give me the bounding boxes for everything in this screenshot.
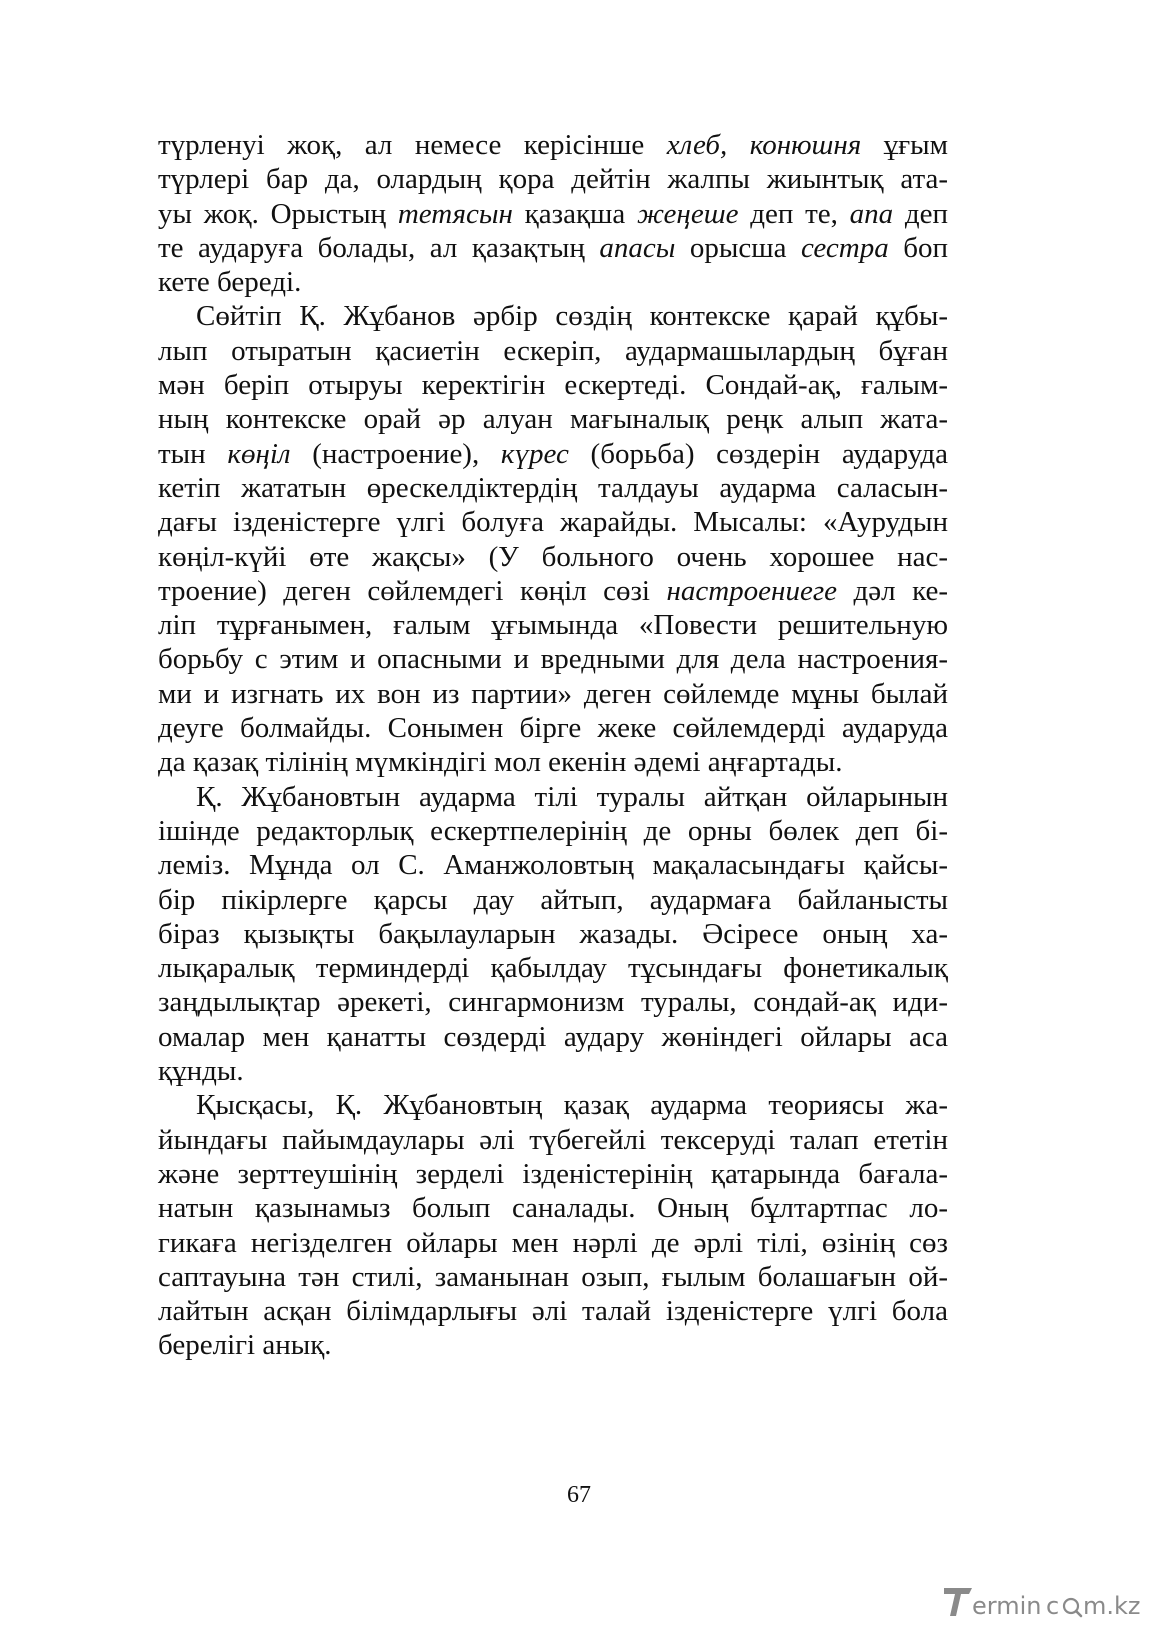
- body-text: [158, 128, 948, 1363]
- text-run: натын қазынамыз болып саналады. Оның бұлтартпас ло-: [158, 1192, 948, 1225]
- text-run: (борьба) сөздерін аударуда: [568, 437, 948, 470]
- text-run: түрленуі жоқ, ал немесе керісінше: [158, 129, 667, 161]
- text-line: [158, 197, 948, 231]
- text-run: біраз қызықты бақылауларын жазады. Әсіресе оның ха-: [158, 917, 948, 950]
- page-number: 67: [567, 1482, 591, 1508]
- text-run: Сөйтіп Қ. Жұбанов әрбір сөздің контекске қарай құбы-: [196, 300, 948, 333]
- text-line: [158, 265, 948, 299]
- text-line: [158, 711, 948, 745]
- text-run: омалар мен қанатты сөздерді аудару жөніндегі ойлары аса: [158, 1020, 948, 1053]
- text-run: және зерттеушінің зерделі ізденістерінің қатарында бағала-: [158, 1157, 948, 1190]
- text-run: лып отыратын қасиетін ескеріп, аудармашылардың бұған: [158, 334, 948, 367]
- magnifier-icon: [1064, 1599, 1081, 1616]
- text-run: ұғым: [861, 129, 948, 161]
- text-run: тын: [158, 437, 228, 470]
- text-line: [158, 780, 948, 814]
- text-run: уы жоқ. Орыстың: [158, 197, 398, 230]
- italic-term: сестра: [800, 231, 889, 264]
- italic-term: тетясын: [397, 197, 513, 230]
- text-run: ның контекске орай әр алуан мағыналық реңк алып жата-: [158, 403, 948, 436]
- text-line: [158, 1191, 948, 1225]
- watermark-t-letter: [944, 1588, 972, 1616]
- text-line: [158, 883, 948, 917]
- text-line: [158, 917, 948, 951]
- text-line: [158, 1226, 948, 1260]
- text-run: борьбу с этим и опасными и вредными для дела настроения-: [158, 643, 948, 676]
- text-line: [158, 231, 948, 265]
- text-line: [158, 1020, 948, 1054]
- italic-term: күрес: [500, 437, 569, 470]
- text-line: [158, 642, 948, 676]
- text-run: те аударуға болады, ал қазақтың: [158, 231, 600, 264]
- text-run: троение) деген сөйлемдегі көңіл сөзі: [158, 574, 667, 607]
- text-line: [158, 1088, 948, 1122]
- text-line: [158, 437, 948, 471]
- text-run: боп: [888, 231, 948, 264]
- text-line: [158, 1294, 948, 1328]
- watermark-text-1: ermin: [972, 1592, 1042, 1620]
- text-run: ішінде редакторлық ескертпелерінің де орны бөлек деп бі-: [158, 814, 948, 847]
- text-line: [158, 334, 948, 368]
- text-run: деп: [893, 197, 948, 230]
- text-run: Қысқасы, Қ. Жұбановтың қазақ аударма теориясы жа-: [196, 1089, 948, 1122]
- paragraph: [158, 780, 948, 1089]
- text-run: саптауына тән стилі, заманынан озып, ғылым болашағын ой-: [158, 1260, 948, 1293]
- termincom-watermark: [942, 1582, 1148, 1622]
- italic-term: хлеб, конюшня: [666, 129, 862, 161]
- text-line: [158, 1328, 948, 1362]
- text-run: кетіп жататын өрескелдіктердің талдауы аударма саласын-: [158, 471, 948, 504]
- text-line: [158, 540, 948, 574]
- text-line: [158, 951, 948, 985]
- text-line: [158, 608, 948, 642]
- text-run: Қ. Жұбановтын аударма тілі туралы айтқан ойларынын: [196, 780, 948, 813]
- paragraph: [158, 1088, 948, 1362]
- text-run: бір пікірлерге қарсы дау айтып, аудармаға байланысты: [158, 883, 948, 916]
- text-line: [158, 814, 948, 848]
- text-run: (настроение),: [290, 437, 501, 470]
- italic-term: көңіл: [227, 437, 291, 470]
- text-run: йындағы пайымдаулары әлі түбегейлі тексеруді талап ететін: [158, 1123, 948, 1156]
- text-run: гикаға негізделген ойлары мен нәрлі де әрлі тілі, өзінің сөз: [158, 1226, 948, 1259]
- text-run: ми и изгнать их вон из партии» деген сөйлемде мұны былай: [158, 677, 948, 710]
- text-run: қазақша: [512, 197, 637, 230]
- text-run: деуге болмайды. Сонымен бірге жеке сөйлемдерді аударуда: [158, 712, 948, 745]
- text-line: [158, 1157, 948, 1191]
- watermark-text-2: m.kz: [1083, 1592, 1141, 1620]
- text-run: дағы ізденістерге үлгі болуға жарайды. Мысалы: «Аурудын: [158, 506, 948, 539]
- text-line: [158, 745, 948, 779]
- text-run: лайтын асқан білімдарлығы әлі талай ізденістерге үлгі бола: [158, 1295, 948, 1328]
- text-line: [158, 1054, 948, 1088]
- text-line: [158, 1260, 948, 1294]
- italic-term: апа: [849, 197, 894, 230]
- text-run: да қазақ тілінің мүмкіндігі мол екенін әдемі аңғартады.: [158, 746, 843, 779]
- italic-term: жеңеше: [636, 197, 739, 230]
- paragraph: [158, 128, 948, 299]
- text-run: құнды.: [158, 1055, 244, 1088]
- text-run: орысша: [675, 231, 801, 264]
- watermark-logo: [944, 1588, 972, 1616]
- text-run: заңдылықтар әрекеті, сингармонизм туралы, сондай-ақ иди-: [158, 986, 948, 1019]
- text-line: [158, 574, 948, 608]
- text-run: түрлері бар да, олардың қора дейтін жалпы жиынтық ата-: [158, 163, 948, 196]
- text-run: леміз. Мұнда ол С. Аманжоловтың мақаласындағы қайсы-: [158, 849, 948, 882]
- text-run: мән беріп отыруы керектігін ескертеді. Сондай-ақ, ғалым-: [158, 369, 948, 402]
- text-run: лықаралық терминдерді қабылдау тұсындағы фонетикалық: [158, 952, 948, 985]
- text-line: [158, 368, 948, 402]
- text-line: [158, 299, 948, 333]
- text-line: [158, 505, 948, 539]
- text-run: көңіл-күйі өте жақсы» (У больного очень хорошее нас-: [158, 540, 948, 573]
- italic-term: настроениеге: [666, 574, 838, 607]
- text-line: [158, 402, 948, 436]
- text-line: [158, 1123, 948, 1157]
- watermark-text-c: c: [1046, 1592, 1060, 1620]
- text-run: берелігі анық.: [158, 1329, 332, 1362]
- italic-term: апасы: [599, 231, 676, 264]
- paragraph: [158, 299, 948, 779]
- text-line: [158, 128, 948, 162]
- text-run: ліп тұрғанымен, ғалым ұғымында «Повести решительную: [158, 609, 948, 642]
- text-run: деп те,: [738, 197, 850, 230]
- text-run: кете береді.: [158, 266, 302, 299]
- text-line: [158, 677, 948, 711]
- text-line: [158, 162, 948, 196]
- text-line: [158, 471, 948, 505]
- text-run: дәл ке-: [837, 574, 948, 607]
- text-line: [158, 848, 948, 882]
- text-line: [158, 985, 948, 1019]
